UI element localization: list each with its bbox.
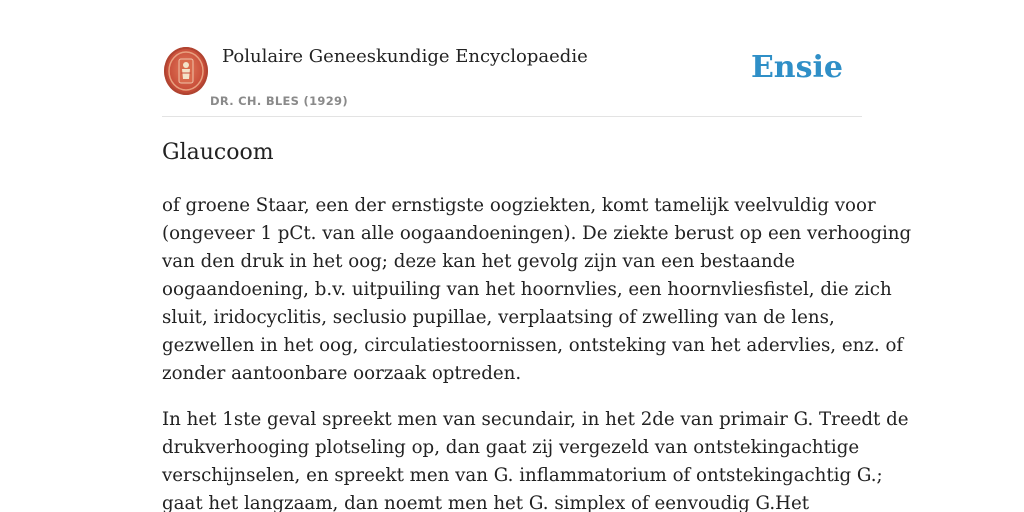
book-author: DR. CH. BLES (1929) <box>210 94 348 108</box>
text-line: oogaandoening, b.v. uitpuiling van het hoornvlies, een hoornvliesfistel, die zich <box>162 279 892 300</box>
article-body <box>162 192 912 512</box>
text-line: sluit, iridocyclitis, seclusio pupillae, verplaatsing of zwelling van de lens, <box>162 307 835 328</box>
text-line: (ongeveer 1 pCt. van alle oogaandoeningen). De ziekte berust op een verhooging <box>162 223 912 244</box>
header <box>162 0 862 117</box>
text-line: zonder aantoonbare oorzaak optreden. <box>162 363 522 384</box>
text-line: In het 1ste geval spreekt men van secundair, in het 2de van primair G. Treedt de <box>162 409 909 430</box>
text-line: van den druk in het oog; deze kan het gevolg zijn van een bestaande <box>162 251 796 272</box>
paragraph <box>162 192 912 388</box>
text-line: gezwellen in het oog, circulatiestoornissen, ontsteking van het adervlies, enz. of <box>162 335 904 356</box>
book-cover-icon[interactable] <box>164 47 208 95</box>
paragraph <box>162 406 909 512</box>
book-title[interactable]: Polulaire Geneeskundige Encyclopaedie <box>222 46 588 67</box>
brand-logo-link[interactable]: Ensie <box>750 50 843 85</box>
text-line: drukverhooging plotseling op, dan gaat zij vergezeld van ontstekingachtige <box>162 437 860 458</box>
text-line: verschijnselen, en spreekt men van G. inflammatorium of ontstekingachtig G.; <box>162 465 883 486</box>
text-line: of groene Staar, een der ernstigste oogziekten, komt tamelijk veelvuldig voor <box>162 195 876 216</box>
cover-emblem <box>164 47 208 95</box>
text-line: gaat het langzaam, dan noemt men het G. simplex of eenvoudig G.Het <box>162 493 810 512</box>
article-title: Glaucoom <box>162 140 274 165</box>
